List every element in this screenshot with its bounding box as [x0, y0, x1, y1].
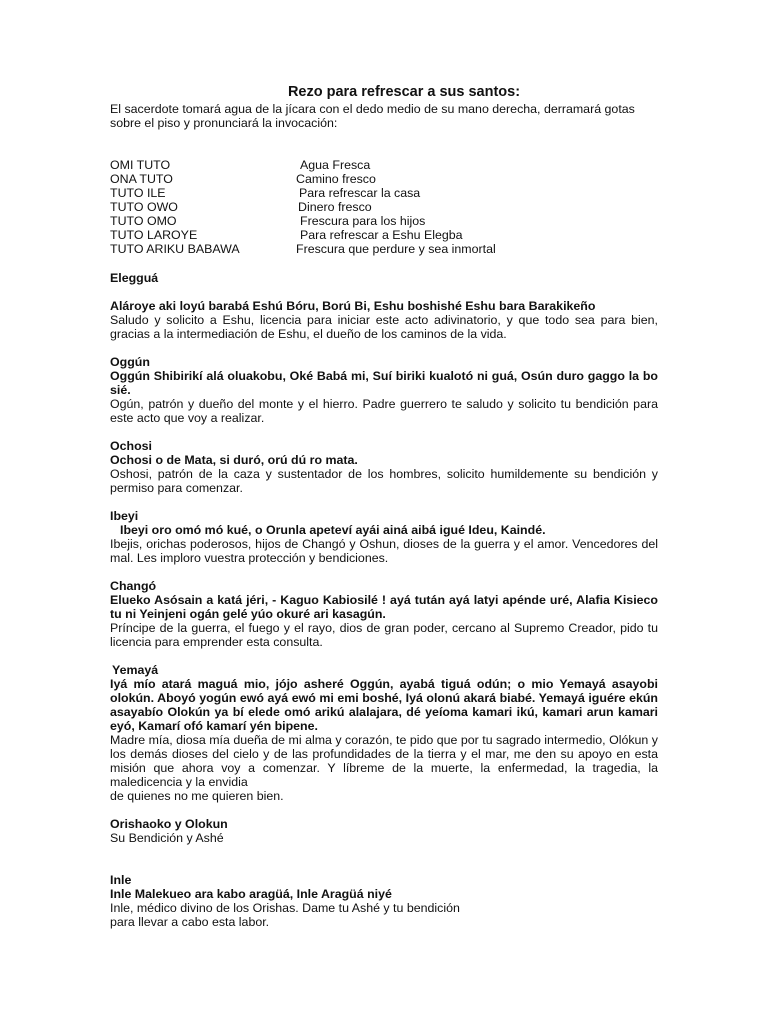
section-translation: Madre mía, diosa mía dueña de mi alma y corazón, te pido que por tu sagrado intermedio, Olókun y los demás dioses del cielo y de las profundidades de la tierra y el mar, me den su apoyo en esta misión que ahora voy a comenzar. Y líbreme de la muerte, la enfermedad, la tragedia, la maledicencia y la envidia	[110, 733, 658, 789]
section-translation: Oshosi, patrón de la caza y sustentador de los hombres, solicito humildemente su bendición y permiso para comenzar.	[110, 467, 658, 495]
section-heading: Inle	[110, 873, 132, 887]
invocation-row	[110, 242, 658, 256]
section-translation: Inle, médico divino de los Orishas. Dame tu Ashé y tu bendición	[110, 901, 460, 915]
invocation-spanish: Para refrescar la casa	[299, 186, 421, 200]
section-translation: Saludo y solicito a Eshu, licencia para iniciar este acto adivinatorio, y que todo sea para bien, gracias a la intermediación de Eshu, el dueño de los caminos de la vida.	[110, 313, 658, 341]
section-prayer: Inle Malekueo ara kabo aragüá, Inle Aragüá niyé	[110, 887, 392, 901]
section-yemaya	[110, 663, 658, 803]
section-heading: Yemayá	[112, 663, 159, 677]
section-prayer: Iyá mío atará maguá mio, jójo asheré Oggún, ayabá tiguá odún; o mio Yemayá asayobi olokún. Aboyó yogún ewó ayá ewó mi emi boshé, Iyá olonú akará biabé. Yemayá iguére ekún asayabío Olokún ya bí elede omó arikú alalajara, dé yeíoma kamari ikú, kamari arun kamari eyó, Kamarí ofó kamarí yén bipene.	[110, 677, 658, 733]
section-heading: Changó	[110, 579, 157, 593]
section-orishaoko	[110, 817, 658, 845]
invocation-spanish: Agua Fresca	[300, 158, 371, 172]
invocation-row	[110, 158, 658, 172]
section-oggun	[110, 355, 658, 425]
section-prayer: Ochosi o de Mata, si duró, orú dú ro mata.	[110, 453, 358, 467]
section-translation: para llevar a cabo esta labor.	[110, 915, 270, 929]
section-translation: Su Bendición y Ashé	[110, 831, 224, 845]
page-title: Rezo para refrescar a sus santos:	[287, 84, 521, 100]
invocation-row	[110, 186, 658, 200]
section-translation: Príncipe de la guerra, el fuego y el rayo, dios de gran poder, cercano al Supremo Creador, pido tu licencia para emprender esta consulta.	[110, 621, 658, 649]
section-heading: Oggún	[110, 355, 150, 369]
section-translation: Ogún, patrón y dueño del monte y el hierro. Padre guerrero te saludo y solicito tu bendición para este acto que voy a realizar.	[110, 397, 658, 425]
invocation-row	[110, 214, 658, 228]
intro-paragraph: El sacerdote tomará agua de la jícara con el dedo medio de su mano derecha, derramará gotas sobre el piso y pronunciará la invocación:	[110, 102, 635, 130]
invocation-yoruba: TUTO OMO	[110, 214, 177, 228]
section-chango	[110, 579, 658, 649]
invocation-spanish: Frescura que perdure y sea inmortal	[296, 242, 496, 256]
section-heading: Elegguá	[110, 271, 159, 285]
invocation-spanish: Para refrescar a Eshu Elegba	[300, 228, 463, 242]
invocation-yoruba: TUTO ARIKU BABAWA	[110, 242, 240, 256]
section-prayer: Oggún Shibirikí alá oluakobu, Oké Babá mi, Suí biriki kualotó ni guá, Osún duro gaggo la bo sié.	[110, 369, 658, 397]
section-translation: Ibejis, orichas poderosos, hijos de Changó y Oshun, dioses de la guerra y el amor. Vencedores del mal. Les imploro vuestra protección y bendiciones.	[110, 537, 658, 565]
invocation-yoruba: ONA TUTO	[110, 172, 173, 186]
invocation-list	[110, 158, 658, 256]
section-ibeyi	[110, 509, 658, 565]
section-prayer: Ibeyi oro omó mó kué, o Orunla apeteví ayái ainá aibá igué Ideu, Kaindé.	[120, 523, 546, 537]
section-eleggua	[110, 271, 658, 341]
invocation-row	[110, 172, 658, 186]
invocation-row	[110, 200, 658, 214]
section-heading: Orishaoko y Olokun	[110, 817, 228, 831]
section-inle	[110, 873, 658, 929]
section-heading: Ibeyi	[110, 509, 139, 523]
invocation-yoruba: OMI TUTO	[110, 158, 171, 172]
section-prayer: Elueko Asósain a katá jéri, - Kaguo Kabiosilé ! ayá tután ayá latyi apénde uré, Alafia Kisieco tu ni Yeinjeni ogán gelé yúo okuré ari kasagún.	[110, 593, 658, 621]
invocation-yoruba: TUTO ILE	[110, 186, 166, 200]
section-prayer: Alároye aki loyú barabá Eshú Bóru, Ború Bi, Eshu boshishé Eshu bara Barakikeño	[110, 299, 596, 313]
document-page	[110, 84, 658, 929]
invocation-row	[110, 228, 658, 242]
invocation-yoruba: TUTO LAROYE	[110, 228, 198, 242]
section-ochosi	[110, 439, 658, 495]
invocation-spanish: Camino fresco	[296, 172, 376, 186]
section-heading: Ochosi	[110, 439, 152, 453]
invocation-spanish: Dinero fresco	[298, 200, 372, 214]
section-translation-tail: de quienes no me quieren bien.	[110, 789, 284, 803]
invocation-spanish: Frescura para los hijos	[300, 214, 426, 228]
invocation-yoruba: TUTO OWO	[110, 200, 178, 214]
